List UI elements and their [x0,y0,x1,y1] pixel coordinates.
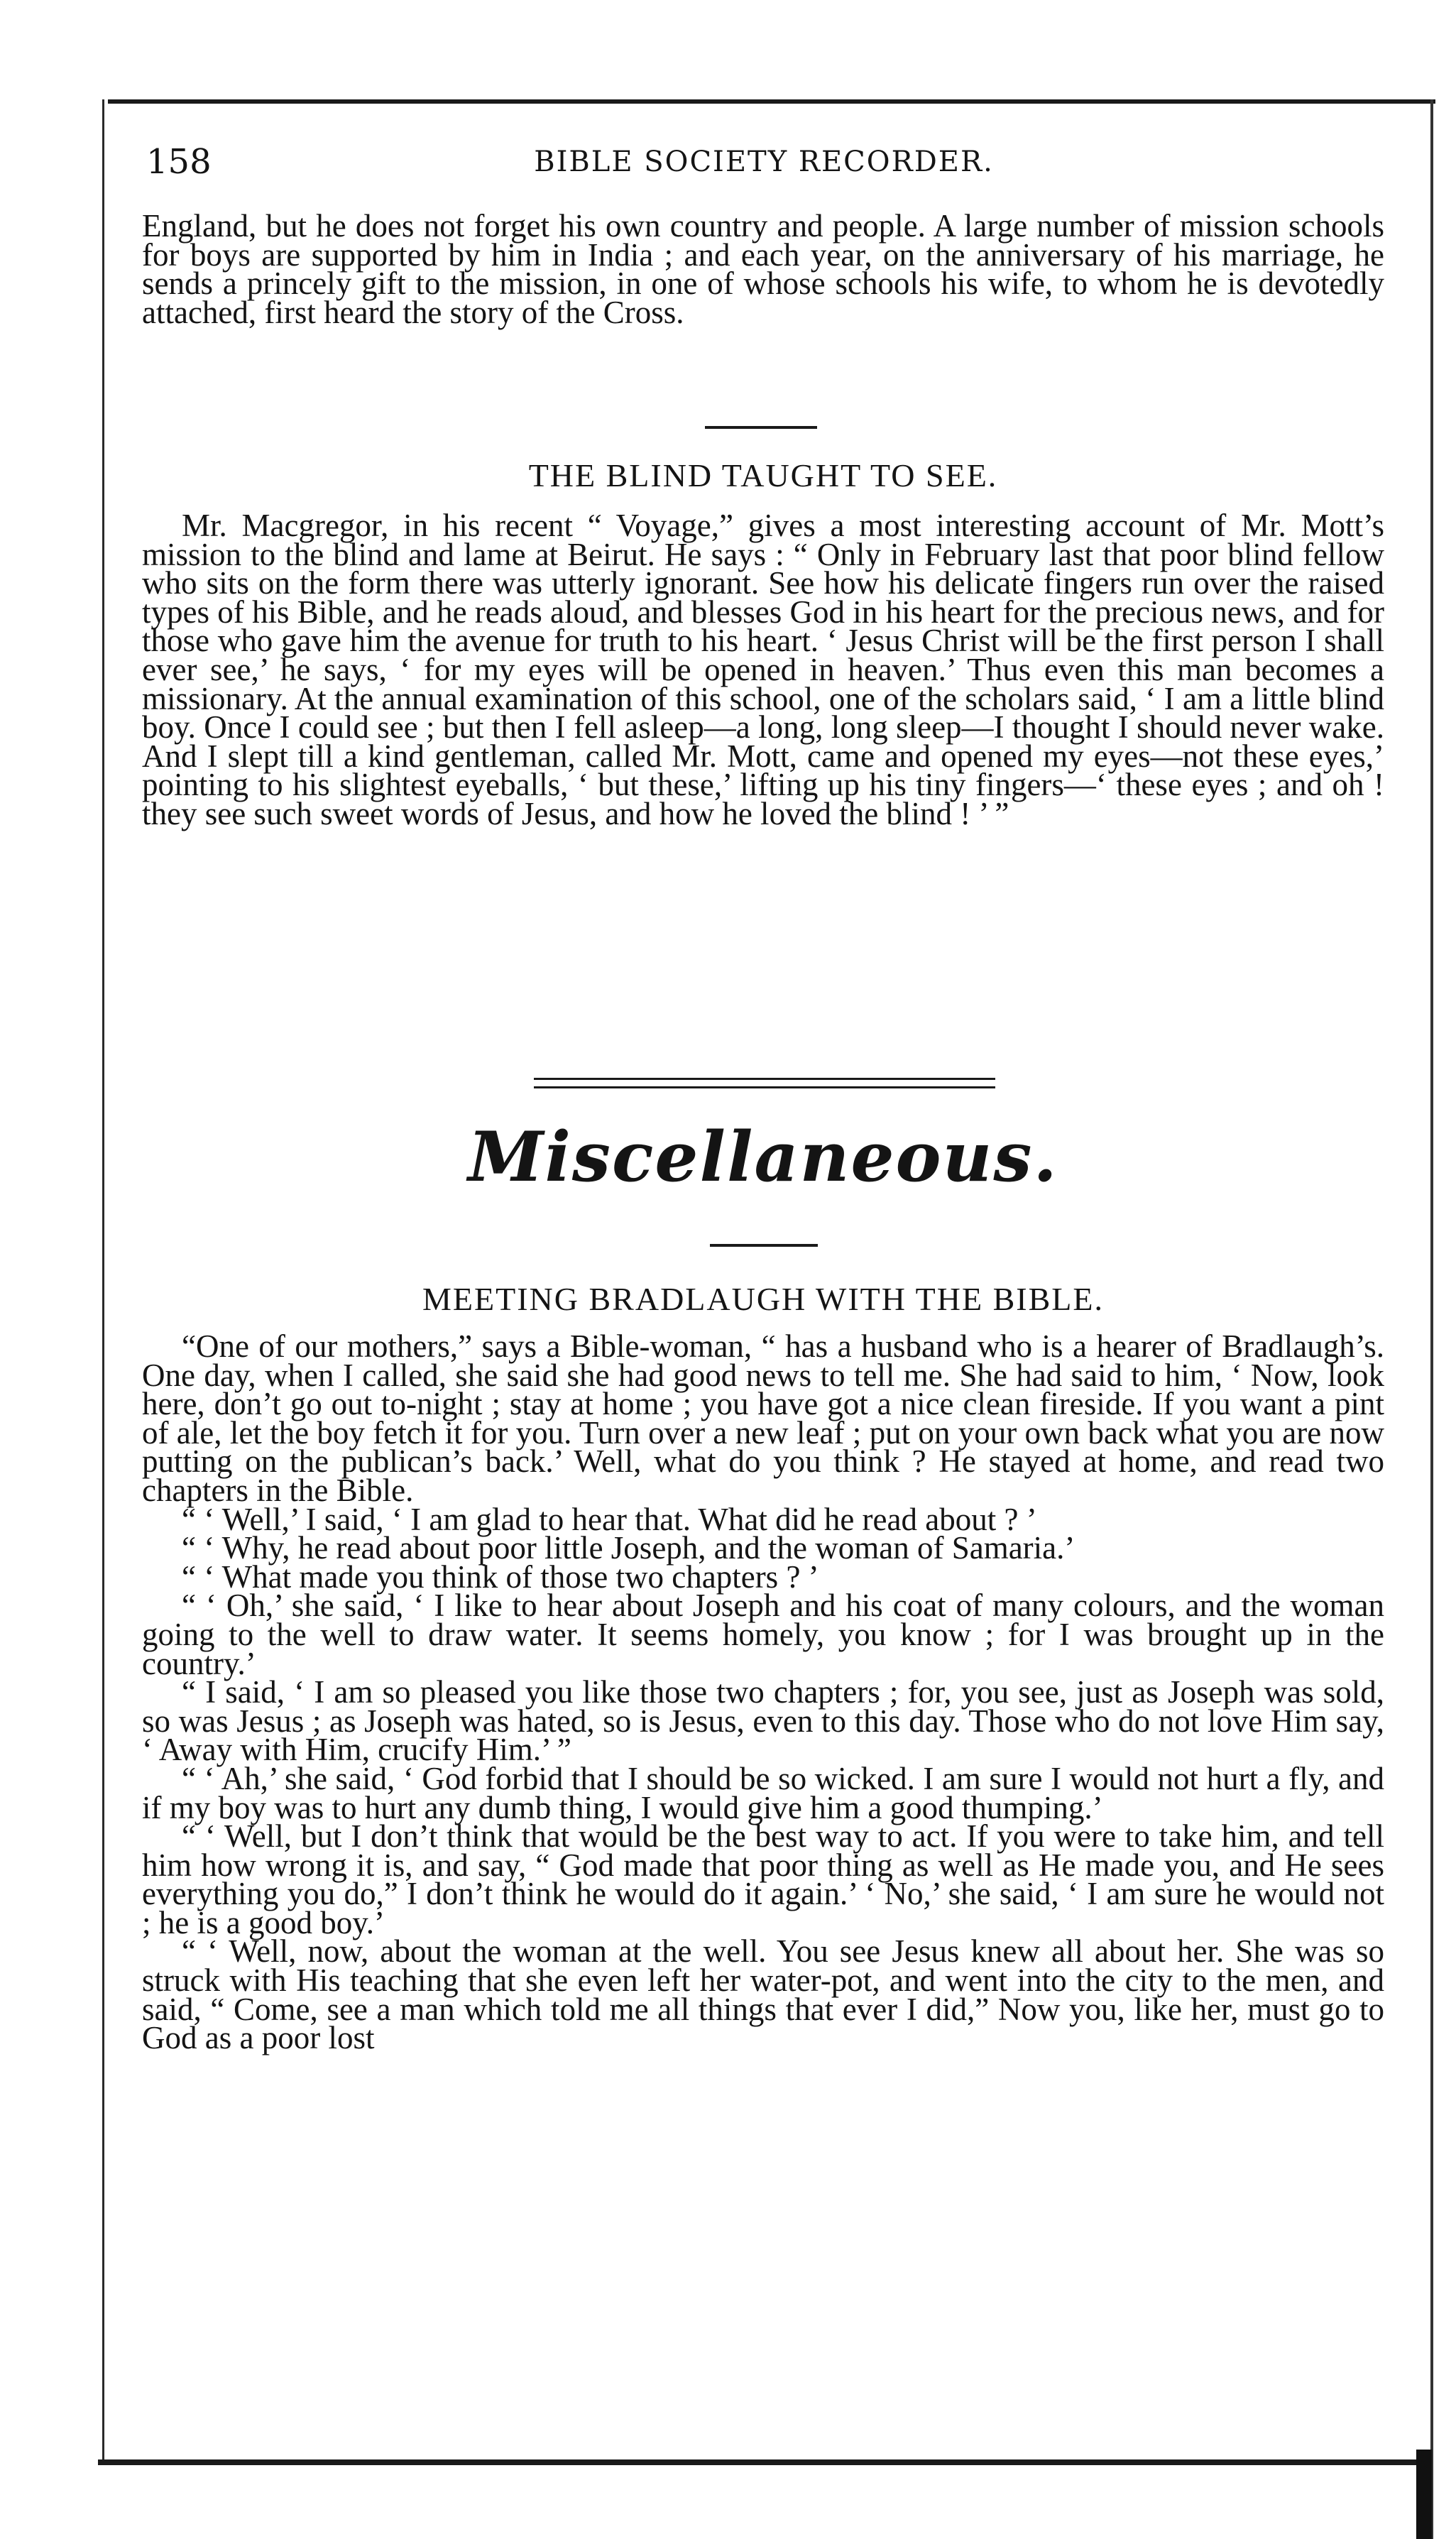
bottom-rule [98,2459,1429,2465]
separator-rule [705,426,817,429]
article-paragraph: “ I said, ‘ I am so pleased you like those two chapters ; for, you see, just as Joseph was sold, so was Jesus ; as Joseph was hated, so is Jesus, even to this day. Those who do not love Him say, ‘ Away with Him, crucify Him.’ ” [142,1674,1384,1768]
article-paragraph: “One of our mothers,” says a Bible-woman, “ has a husband who is a hearer of Bradlaugh’s. One day, when I called, she said she had good news to tell me. She had said to him, ‘ Now, look here, don’t go out to-night ; stay at home ; you have got a nice clean fireside. If you want a pint of ale, let the boy fetch it for you. Turn over a new leaf ; put on your own back what you are now putting on the publican’s back.’ Well, what do you think ? He stayed at home, and read two chapters in the Bible. [142,1328,1384,1508]
article-paragraph: “ ‘ Why, he read about poor little Joseph, and the woman of Samaria.’ [182,1530,1075,1566]
page-number: 158 [146,142,212,182]
article-bradlaugh-body [142,1328,1384,2056]
running-head: BIBLE SOCIETY RECORDER. [534,146,994,178]
double-rule-top [534,1078,995,1080]
article-blind-body [142,508,1384,831]
article-paragraph: “ ‘ What made you think of those two chapters ? ’ [182,1558,819,1595]
intro-paragraph: England, but he does not forget his own country and people. A large number of mission schools for boys are supported by him in India ; and each year, on the anniversary of his marriage, he sends a princely gift to the mission, in one of whose schools his wife, to whom he is devotedly attached, first heard the story of the Cross. [142,208,1384,330]
article-paragraph: “ ‘ Oh,’ she said, ‘ I like to hear about Joseph and his coat of many colours, and the woman going to the well to draw water. It seems homely, you know ; for I was brought up in the country.’ [142,1588,1384,1681]
article-paragraph: “ ‘ Well, now, about the woman at the well. You see Jesus knew all about her. She was so struck with His teaching that she even left her water-pot, and went into the city to the men, and said, “ Come, see a man which told me all things that ever I did,” Now you, like her, must go to God as a poor lost [142,1933,1384,2056]
section-rule [710,1244,818,1247]
article-paragraph: “ ‘ Ah,’ she said, ‘ God forbid that I should be so wicked. I am sure I would not hurt a fly, and if my boy was to hurt any dumb thing, I would give him a good thumping.’ [142,1760,1384,1825]
double-rule-bottom [534,1086,995,1088]
article-paragraph: “ ‘ Well,’ I said, ‘ I am glad to hear that. What did he read about ? ’ [182,1501,1037,1537]
left-border [102,99,104,2462]
page-header [146,139,1381,185]
intro-block [142,208,1384,330]
section-title: Miscellaneous. [468,1117,1058,1197]
article-paragraph: “ ‘ Well, but I don’t think that would be the best way to act. If you were to take him, and tell him how wrong it is, and say, “ God made that poor thing as well as He made you, and He sees everything you do,” I don’t think he would do it again.’ ‘ No,’ she said, ‘ I am sure he would not ; he is a good boy.’ [142,1818,1384,1940]
article-blind-paragraph: Mr. Macgregor, in his recent “ Voyage,” gives a most interesting account of Mr. Mott’s mission to the blind and lame at Beirut. He says : “ Only in February last that poor blind fellow who sits on the form there was utterly ignorant. See how his delicate fingers run over the raised types of his Bible, and he reads aloud, and blesses God in his heart for the precious news, and for those who gave him the avenue for truth to his heart. ‘ Jesus Christ will be the first person I shall ever see,’ he says, ‘ for my eyes will be opened in heaven.’ Thus even this man becomes a missionary. At the annual examination of this school, one of the scholars said, ‘ I am a little blind boy. Once I could see ; but then I fell asleep—a long, long sleep—I thought I should never wake. And I slept till a kind gentleman, called Mr. Mott, came and opened my eyes—not these eyes,’ pointing to his slightest eyeballs, ‘ but these,’ lifting up his tiny fingers—‘ these eyes ; and oh ! they see such sweet words of Jesus, and how he loved the blind ! ’ ” [142,508,1384,831]
top-rule [108,99,1435,104]
article-title-blind: THE BLIND TAUGHT TO SEE. [528,457,998,493]
page-edge-shadow [1416,2450,1432,2539]
page-edge [1430,99,1433,2539]
article-title-bradlaugh: MEETING BRADLAUGH WITH THE BIBLE. [422,1281,1104,1317]
